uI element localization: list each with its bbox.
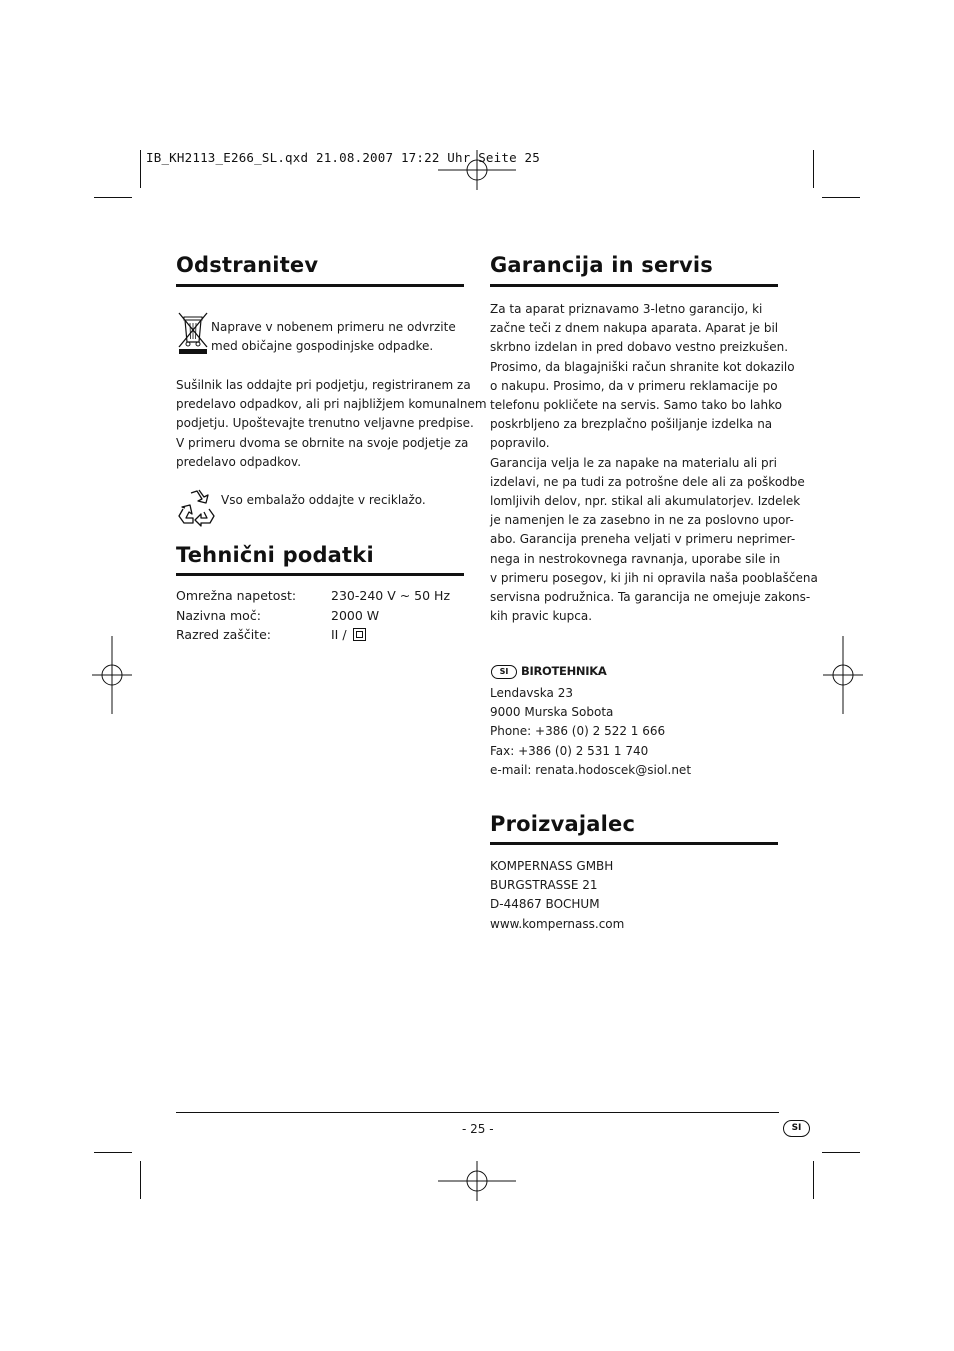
footer-rule [176, 1112, 779, 1113]
spec-value: 230-240 V ~ 50 Hz [331, 588, 451, 603]
manufacturer-heading: Proizvajalec [490, 812, 636, 836]
double-insulation-icon [353, 628, 366, 641]
registration-mark-icon [823, 636, 863, 714]
country-badge: SI [783, 1120, 810, 1137]
recycle-notice: Vso embalažo oddajte v reciklažo. [221, 493, 426, 507]
heading-rule [490, 284, 778, 287]
spec-value: II / [331, 627, 347, 642]
print-slug: IB_KH2113_E266_SL.qxd 21.08.2007 17:22 Uhr Seite 25 [146, 150, 541, 165]
disposal-heading: Odstranitev [176, 253, 319, 277]
spec-label: Razred zaščite: [176, 627, 271, 642]
country-badge: SI [491, 665, 517, 679]
manufacturer-address: KOMPERNASS GMBH BURGSTRASSE 21 D-44867 BOCHUM www.kompernass.com [490, 859, 625, 931]
registration-mark-icon [438, 1161, 516, 1201]
weee-notice: Naprave v nobenem primeru ne odvrzite med običajne gospodinjske odpadke. [211, 320, 456, 354]
service-address: Lendavska 23 9000 Murska Sobota Phone: +386 (0) 2 522 1 666 Fax: +386 (0) 2 531 1 740 e-mail: renata.hodoscek@siol.net [490, 686, 692, 777]
disposal-body: Sušilnik las oddajte pri podjetju, registriranem za predelavo odpadkov, ali pri najbližjem komunalnem podjetju. Upoštevajte trenutno veljavne predpise. V primeru dvoma se obrnite na svoje podjetje za predelavo odpadkov. [176, 378, 487, 469]
weee-crossed-bin-icon [176, 309, 210, 355]
spec-label: Omrežna napetost: [176, 588, 297, 603]
heading-rule [490, 842, 778, 845]
spec-value: 2000 W [331, 608, 380, 623]
heading-rule [176, 573, 464, 576]
heading-rule [176, 284, 464, 287]
warranty-heading: Garancija in servis [490, 253, 713, 277]
spec-label: Nazivna moč: [176, 608, 261, 623]
service-company: BIROTEHNIKA [521, 664, 607, 678]
registration-mark-icon [92, 636, 132, 714]
warranty-body: Za ta aparat priznavamo 3-letno garancijo, ki začne teči z dnem nakupa aparata. Aparat je bil skrbno izdelan in pred dobavo vestno preizkušen. Prosimo, da blagajniški račun shranite kot dokazilo o nakupu. Prosimo, da v primeru reklamacije po telefonu pokličete na servis. Samo tako bo lahko poskrbljeno za brezplačno pošiljanje izdelka na popravilo. Garancija velja le za napake na materialu ali pri izdelavi, ne pa tudi za potrošne dele ali za poškodbe lomljivih delov, npr. stikal ali akumulatorjev. Izdelek je namenjen le za zasebno in ne za poslovno upor- abo. Garancija preneha veljati v primeru neprimer- nega in nestrokovnega ravnanja, uporabe sile in v primeru posegov, ki jih ni opravila naša pooblaščena servisna podružnica. Ta garancija ne omejuje zakons- kih pravic kupca. [490, 302, 818, 624]
page-number: - 25 - [462, 1122, 494, 1136]
specs-heading: Tehnični podatki [176, 543, 374, 567]
recycle-icon [177, 489, 217, 527]
registration-mark-icon [438, 150, 516, 190]
